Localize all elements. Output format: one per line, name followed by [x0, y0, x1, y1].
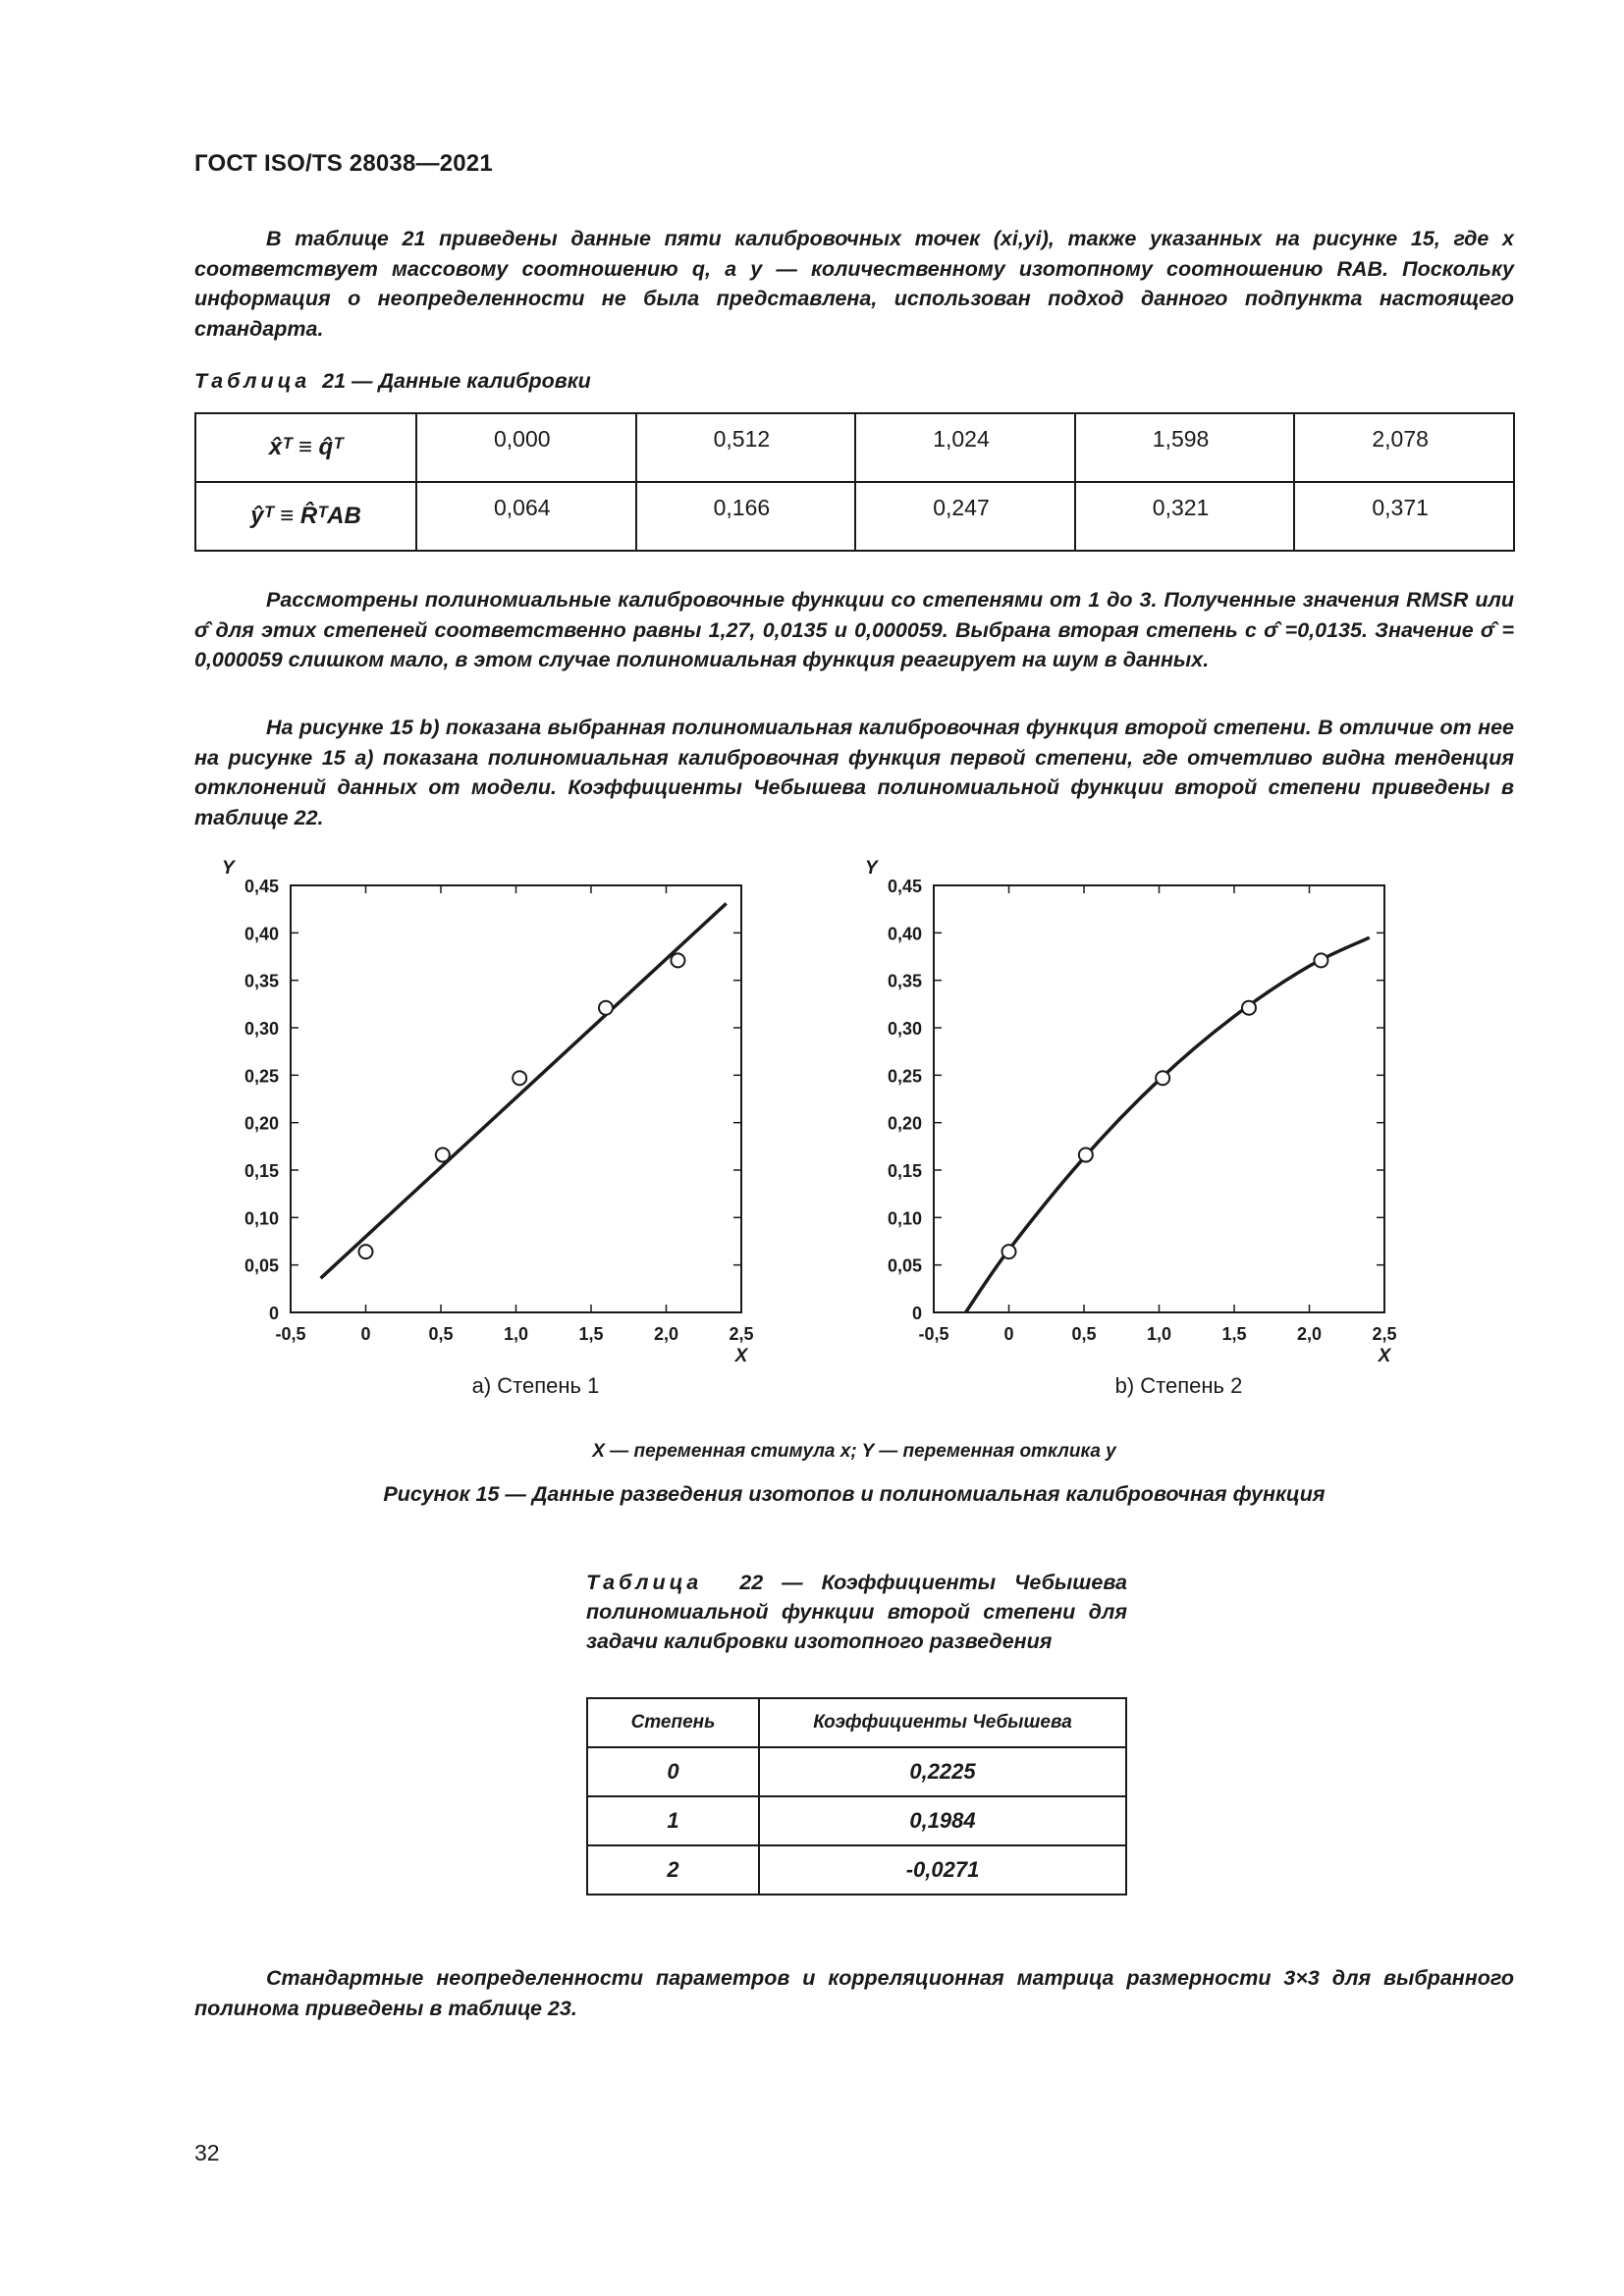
- table-cell: -0,0271: [759, 1845, 1126, 1895]
- y-tick-label: 0,10: [887, 1208, 922, 1229]
- table-cell: 0,166: [636, 482, 856, 551]
- y-tick-label: 0,15: [244, 1161, 279, 1181]
- chart-degree-2: [839, 856, 1527, 1411]
- y-tick-label: 0,20: [887, 1113, 922, 1134]
- calibration-data-table: [194, 412, 1515, 552]
- y-tick-label: 0,10: [244, 1208, 279, 1229]
- table-cell: 0,512: [636, 413, 856, 482]
- paragraph-uncertainties: Стандартные неопределенности параметров и корреляционная матрица размерности 3×3 для выбранного полинома приведены в таблице 23.: [194, 1966, 1514, 2020]
- x-tick-label: 0: [360, 1324, 371, 1344]
- paragraph-figure-ref: На рисунке 15 b) показана выбранная полиномиальная калибровочная функция второй степени. В отличие от нее на рисунке 15 a) показана полиномиальная калибровочная функция первой степени, где отчетливо видна тенденция отклонений данных от модели. Коэффициенты Чебышева полиномиальной функции второй степени приведены в таблице 22.: [194, 716, 1514, 829]
- y-tick-label: 0,30: [887, 1019, 922, 1039]
- column-header-degree: Степень: [587, 1698, 759, 1747]
- plot-frame: [934, 885, 1384, 1312]
- table-row-header: x̂ᵀ ≡ q̂ᵀ: [195, 413, 416, 482]
- table-row: [195, 413, 1514, 482]
- data-point: [359, 1245, 373, 1258]
- table-row: [587, 1845, 1126, 1895]
- fit-line: [321, 903, 727, 1278]
- x-tick-label: 1,0: [1146, 1324, 1172, 1344]
- x-axis-label: X: [734, 1346, 748, 1366]
- table-cell: 1,598: [1075, 413, 1295, 482]
- page-number: 32: [194, 2140, 220, 2165]
- x-tick-label: -0,5: [918, 1324, 949, 1344]
- paragraph-intro: В таблице 21 приведены данные пяти калибровочных точек (xi,yi), также указанных на рисунке 15, где x соответствует массовому соотношению q, а y — количественному изотопному соотношению RAB. Поскольку информация о неопределенности не была представлена, использован подход данного подпункта настоящего стандарта.: [194, 227, 1514, 341]
- y-tick-label: 0: [911, 1304, 922, 1323]
- data-point: [1242, 1001, 1256, 1015]
- x-tick-label: 0,5: [428, 1324, 454, 1344]
- y-tick-label: 0,05: [887, 1255, 922, 1276]
- table-cell: 1: [587, 1796, 759, 1845]
- y-axis-label: Y: [222, 858, 235, 879]
- y-tick-label: 0,15: [887, 1161, 922, 1181]
- x-axis-label: X: [1378, 1346, 1391, 1366]
- table21-caption: Таблица 21 — Данные калибровки: [194, 369, 591, 393]
- y-tick-label: 0,25: [244, 1066, 279, 1087]
- table-cell: 0,247: [855, 482, 1075, 551]
- y-tick-label: 0,45: [244, 877, 279, 896]
- x-tick-label: 0: [1003, 1324, 1014, 1344]
- table-row: [587, 1796, 1126, 1845]
- x-tick-label: 2,0: [653, 1324, 679, 1344]
- table-row-header: ŷᵀ ≡ R̂ᵀAB: [195, 482, 416, 551]
- y-tick-label: 0: [268, 1304, 279, 1323]
- y-tick-label: 0,35: [244, 971, 279, 991]
- y-tick-label: 0,05: [244, 1255, 279, 1276]
- x-tick-label: 1,5: [1221, 1324, 1247, 1344]
- y-tick-label: 0,25: [887, 1066, 922, 1087]
- table-cell: 0,1984: [759, 1796, 1126, 1845]
- chart-subtitle: b) Степень 2: [1114, 1373, 1243, 1398]
- data-point: [436, 1148, 450, 1162]
- table22-caption: Таблица 22 — Коэффициенты Чебышева полиномиальной функции второй степени для задачи калибровки изотопного разведения: [586, 1571, 1127, 1653]
- document-header: ГОСТ ISO/TS 28038—2021: [194, 150, 493, 177]
- table-header-row: [587, 1698, 1126, 1747]
- table-cell: 2: [587, 1845, 759, 1895]
- data-point: [1079, 1148, 1093, 1162]
- data-point: [513, 1071, 526, 1085]
- x-tick-label: 1,0: [503, 1324, 529, 1344]
- x-tick-label: 2,0: [1296, 1324, 1323, 1344]
- data-point: [1314, 953, 1327, 967]
- x-tick-label: 0,5: [1071, 1324, 1097, 1344]
- fit-curve: [964, 937, 1370, 1315]
- y-tick-label: 0,30: [244, 1019, 279, 1039]
- y-tick-label: 0,20: [244, 1113, 279, 1134]
- table-cell: 0,371: [1294, 482, 1514, 551]
- data-point: [1002, 1245, 1016, 1258]
- y-tick-label: 0,45: [887, 877, 922, 896]
- table-cell: 0,2225: [759, 1747, 1126, 1796]
- data-point: [1156, 1071, 1169, 1085]
- x-tick-label: 2,5: [1372, 1324, 1397, 1344]
- table-cell: 0: [587, 1747, 759, 1796]
- data-point: [599, 1001, 613, 1015]
- figure-caption: Рисунок 15 — Данные разведения изотопов и полиномиальная калибровочная функция: [383, 1482, 1326, 1506]
- table-row: [587, 1747, 1126, 1796]
- y-tick-label: 0,35: [887, 971, 922, 991]
- table-row: [195, 482, 1514, 551]
- paragraph-degrees: Рассмотрены полиномиальные калибровочные функции со степенями от 1 до 3. Полученные значения RMSR или σ̂ для этих степеней соответственно равны 1,27, 0,0135 и 0,000059. Выбрана вторая степень с σ̂ =0,0135. Значение σ̂ = 0,000059 слишком мало, в этом случае полиномиальная функция реагирует на шум в данных.: [194, 588, 1514, 671]
- table-cell: 2,078: [1294, 413, 1514, 482]
- table-cell: 0,321: [1075, 482, 1295, 551]
- column-header-coefficients: Коэффициенты Чебышева: [759, 1698, 1126, 1747]
- y-tick-label: 0,40: [244, 924, 279, 944]
- x-tick-label: 2,5: [729, 1324, 754, 1344]
- y-axis-label: Y: [865, 858, 878, 879]
- chebyshev-coefficients-table: [586, 1697, 1127, 1896]
- table-cell: 0,000: [416, 413, 636, 482]
- x-tick-label: 1,5: [578, 1324, 604, 1344]
- figure-legend: X — переменная стимула x; Y — переменная отклика y: [592, 1441, 1116, 1462]
- chart-subtitle: а) Степень 1: [471, 1373, 600, 1398]
- table-cell: 1,024: [855, 413, 1075, 482]
- y-tick-label: 0,40: [887, 924, 922, 944]
- chart-degree-1: [196, 856, 884, 1411]
- x-tick-label: -0,5: [275, 1324, 306, 1344]
- table-cell: 0,064: [416, 482, 636, 551]
- data-point: [671, 953, 684, 967]
